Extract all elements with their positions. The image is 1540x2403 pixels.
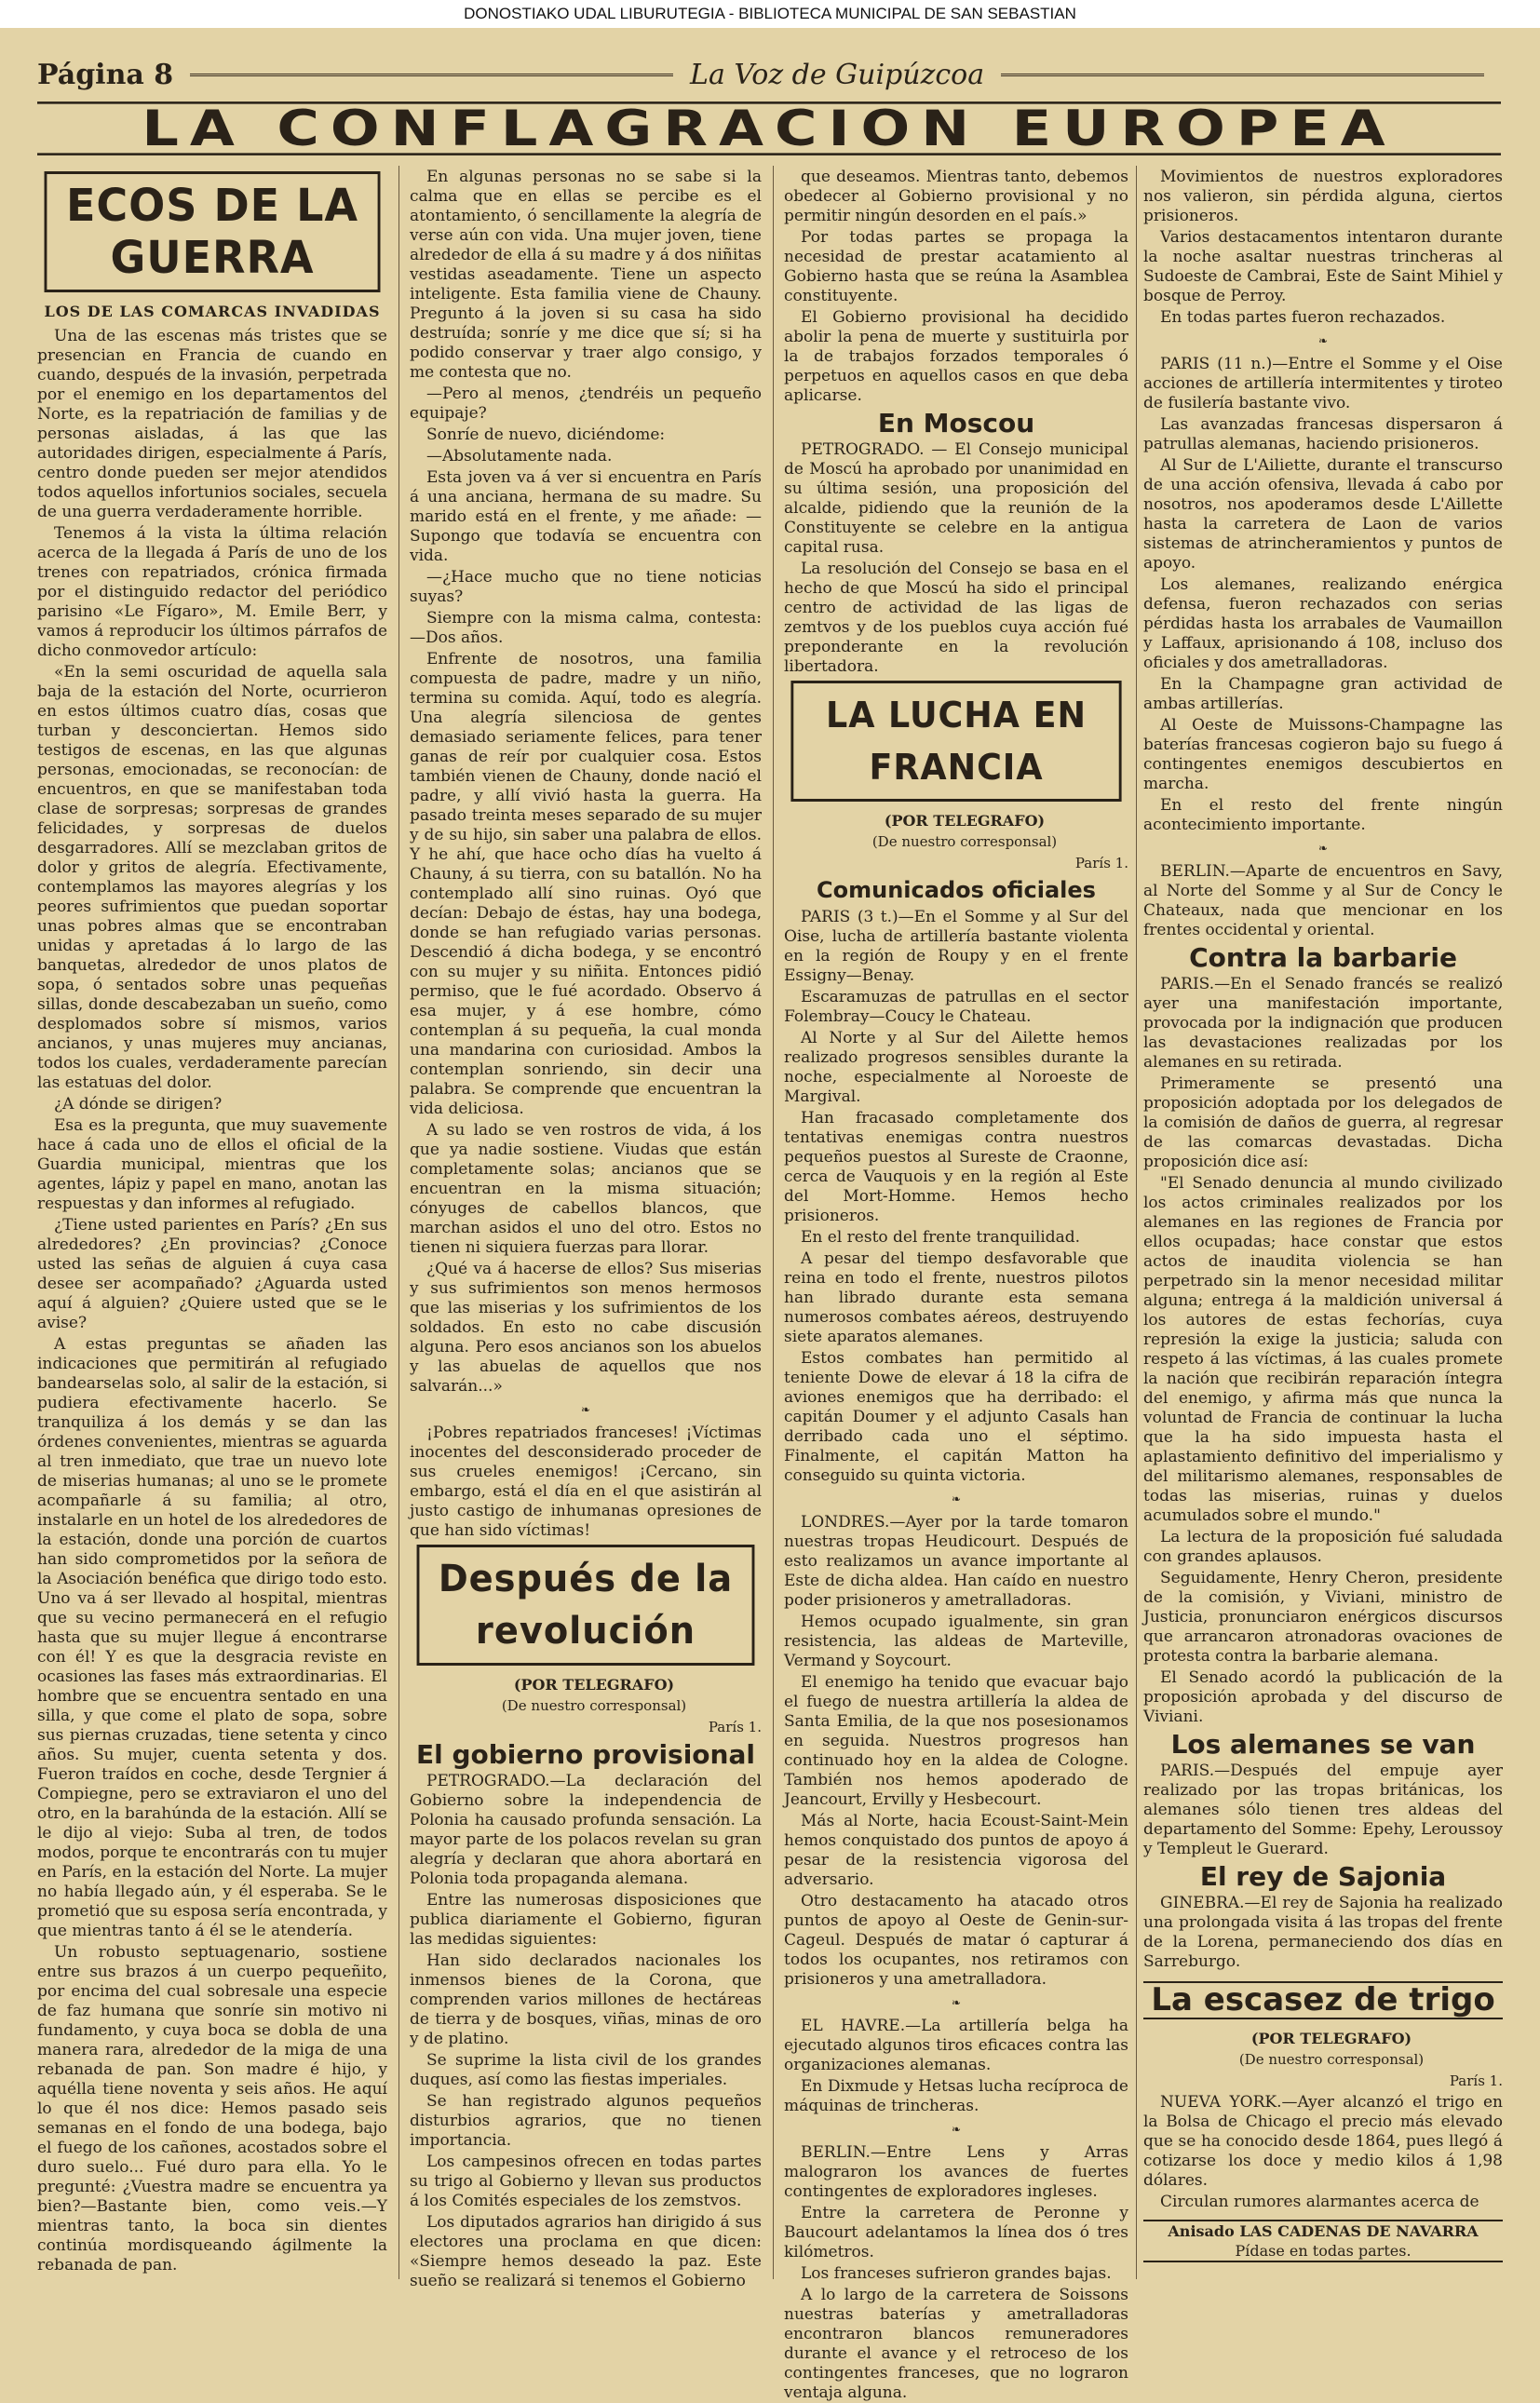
- article-paragraph: Hemos ocupado igualmente, sin gran resistencia, las aldeas de Marteville, Vermand y Soycourt.: [784, 1613, 1128, 1670]
- article-paragraph: Las avanzadas francesas dispersaron á patrullas alemanas, haciendo prisioneros.: [1143, 415, 1503, 453]
- article-paragraph: En el resto del frente tranquilidad.: [801, 1228, 1081, 1247]
- column-divider: [1136, 166, 1137, 2279]
- article-paragraph: —Absolutamente nada.: [426, 447, 613, 466]
- article-paragraph: Sonríe de nuevo, diciéndome:: [426, 425, 666, 444]
- article-paragraph: Se suprime la lista civil de los grandes duques, así como las fiestas imperiales.: [410, 2051, 762, 2089]
- article-paragraph: Los alemanes, realizando enérgica defensa, fueron rechazados con serias pérdidas hasta los arrabales de Vaumaillon y Laffaux, aprisionando á 108, incluso dos oficiales y dos ametralladoras.: [1143, 575, 1503, 672]
- article-paragraph: ¿Tiene usted parientes en París? ¿En sus alrededores? ¿En provincias? ¿Conoce usted las señas de alguien á cuya casa desee ser acompañado? ¿Aguarda usted aquí á alguien? ¿Quiere usted que se le avise?: [37, 1216, 387, 1332]
- article-paragraph: Al Norte y al Sur del Ailette hemos realizado progresos sensibles durante la noche, especialmente al Noroeste de Margival.: [784, 1029, 1128, 1106]
- sajonia-title: El rey de Sajonia: [1199, 1861, 1447, 1892]
- article-paragraph: Han fracasado completamente dos tentativas enemigas contra nuestros pequeños puestos al Sureste de Craonne, cerca de Vauquois y en la región al Este del Mort-Homme. Hemos hecho prisioneros.: [784, 1109, 1128, 1225]
- ecos-subtitle: LOS DE LAS COMARCAS INVADIDAS: [44, 303, 381, 320]
- telegraph-label: (POR TELEGRAFO): [1250, 2030, 1412, 2047]
- revolution-title: Después de la revolución: [417, 1545, 755, 1666]
- article-paragraph: El enemigo ha tenido que evacuar bajo el fuego de nuestra artillería la aldea de Santa Emilia, de la que nos posesionamos en seguida. Nuestros progresos han continuado hoy en la aldea de Cologne. También nos hemos apoderado de Jeancourt, Ervilly y Hesbecourt.: [784, 1673, 1128, 1809]
- section-banner: LA CONFLAGRACION EUROPEA: [37, 101, 1501, 155]
- article-paragraph: A su lado se ven rostros de vida, á los que ya nadie sostiene. Viudas que están completamente solas; ancianos que se encuentran en la misma situación; cónyuges de cabellos blancos, que marchan asidos el uno del otro. Estos no tienen ni siquiera fuerzas para llorar.: [410, 1121, 762, 1257]
- ornament-separator: ❧: [951, 2123, 962, 2136]
- article-paragraph: Seguidamente, Henry Cheron, presidente de la comisión, y Viviani, ministro de Justicia, pronunciaron enérgicos discursos que arrancaron atronadoras ovaciones de protesta contra la barbarie alemana.: [1143, 1569, 1503, 1666]
- archive-banner: DONOSTIAKO UDAL LIBURUTEGIA - BIBLIOTECA MUNICIPAL DE SAN SEBASTIAN: [0, 0, 1540, 28]
- header-rule: [190, 74, 673, 76]
- ornament-separator: ❧: [580, 1403, 591, 1416]
- article-paragraph: «En la semi oscuridad de aquella sala baja de la estación del Norte, ocurrieron en estos últimos cuatro días, cosas que turban y desconciertan. Hemos sido testigos de escenas, en las que algunas personas, emocionadas, se reconocían: de encuentros, en que se manifestaban toda clase de sorpresas; sorpresas de grandes felicidades, y sorpresas de duelos desgarradores. Allí se mezclaban gritos de dolor y gritos de alegría. Efectivamente, contemplamos las mayores alegrías y los peores sufrimientos que puedan soportar unas pobres almas que se encontraban unidas y apretadas á lo largo de las banquetas, alrededor de unos platos de sopa, ó sentados sobre unas pequeñas sillas, donde descabezaban un sueño, como desplomados sobre sí mismos, varios ancianos, y unas mujeres muy ancianas, todos los cuales, verdaderamente parecían las estatuas del dolor.: [37, 663, 387, 1092]
- article-paragraph: que deseamos. Mientras tanto, debemos obedecer al Gobierno provisional y no permitir ningún desorden en el país.»: [784, 168, 1128, 225]
- article-paragraph: Escaramuzas de patrullas en el sector Folembray—Coucy le Chateau.: [784, 988, 1128, 1026]
- ad-line: Anisado LAS CADENAS DE NAVARRA: [1168, 2222, 1479, 2240]
- ornament-separator: ❧: [1317, 334, 1329, 347]
- column-divider: [773, 166, 774, 2279]
- article-paragraph: Esa es la pregunta, que muy suavemente hace á cada uno de ellos el oficial de la Guardia municipal, mientras que los agentes, lápiz y papel en mano, anotan las respuestas y dan informes al refugiado.: [37, 1116, 387, 1213]
- article-paragraph: Han sido declarados nacionales los inmensos bienes de la Corona, que comprenden varios millones de hectáreas de tierra y de bosques, viñas, minas de oro y de platino.: [410, 1951, 762, 2048]
- article-paragraph: Esta joven va á ver si encuentra en París á una anciana, hermana de su madre. Su marido está en el frente, y me añade: —Supongo que todavía se encuentra con vida.: [410, 468, 762, 565]
- article-paragraph: BERLIN.—Entre Lens y Arras malograron los avances de fuertes contingentes de exploradores ingleses.: [784, 2143, 1128, 2201]
- column-4: [1143, 168, 1503, 2281]
- ecos-title: ECOS DE LA GUERRA: [45, 171, 381, 292]
- article-paragraph: Se han registrado algunos pequeños disturbios agrarios, que no tienen importancia.: [410, 2092, 762, 2150]
- dateline: París 1.: [1074, 855, 1128, 871]
- telegraph-label: (POR TELEGRAFO): [513, 1676, 675, 1694]
- article-paragraph: Al Oeste de Muissons-Champagne las baterías francesas cogieron bajo su fuego á contingentes enemigos descubiertos en marcha.: [1143, 716, 1503, 793]
- article-paragraph: Por todas partes se propaga la necesidad de prestar acatamiento al Gobierno hasta que se reúna la Asamblea constituyente.: [784, 228, 1128, 305]
- article-paragraph: PARIS (11 n.)—Entre el Somme y el Oise acciones de artillería intermitentes y tiroteo de fusilería bastante vivo.: [1143, 355, 1503, 412]
- page-number: Página 8: [37, 58, 174, 91]
- article-paragraph: —Pero al menos, ¿tendréis un pequeño equipaje?: [410, 385, 762, 423]
- article-paragraph: Movimientos de nuestros exploradores nos valieron, sin pérdida alguna, ciertos prisioneros.: [1143, 168, 1503, 225]
- dateline: París 1.: [708, 1719, 762, 1735]
- correspondent-label: (De nuestro corresponsal): [871, 833, 1058, 850]
- article-paragraph: Los diputados agrarios han dirigido á sus electores una proclama en que dicen: «Siempre hemos deseado la paz. Este sueño se realizará si tenemos el Gobierno: [410, 2213, 762, 2290]
- ad-line: Pídase en todas partes.: [1235, 2242, 1412, 2260]
- moscow-title: En Moscou: [877, 408, 1035, 439]
- article-paragraph: Otro destacamento ha atacado otros puntos de apoyo al Oeste de Genin-sur-Cageul. Después de matar ó capturar á todos los ocupantes, nos retiramos con prisioneros y una ametralladora.: [784, 1892, 1128, 1989]
- article-paragraph: ¿A dónde se dirigen?: [54, 1095, 223, 1114]
- article-paragraph: GINEBRA.—El rey de Sajonia ha realizado una prolongada visita á las tropas del frente de la Lorena, permaneciendo dos días en Sarreburgo.: [1143, 1894, 1503, 1971]
- column-3: [784, 168, 1128, 2402]
- trigo-title: La escasez de trigo: [1151, 1981, 1495, 2018]
- article-paragraph: En la Champagne gran actividad de ambas artillerías.: [1143, 675, 1503, 713]
- article-paragraph: A pesar del tiempo desfavorable que reina en todo el frente, nuestros pilotos han librado durante esta semana numerosos combates aéreos, destruyendo siete aparatos alemanes.: [784, 1249, 1128, 1346]
- article-paragraph: La lectura de la proposición fué saludada con grandes aplausos.: [1143, 1528, 1503, 1566]
- article-paragraph: El Gobierno provisional ha decidido abolir la pena de muerte y sustituirla por la de trabajos forzados temporales ó perpetuos en aquellos casos en que deba aplicarse.: [784, 308, 1128, 405]
- article-paragraph: Una de las escenas más tristes que se presencian en Francia de cuando en cuando, después de la invasión, perpetrada por el enemigo en los departamentos del Norte, es la repatriación de familias y de personas aisladas, á las que las autoridades dirigen, especialmente á París, centro donde pueden ser mejor atendidos todos aquellos infortunios sociales, secuela de una guerra verdaderamente horrible.: [37, 327, 387, 521]
- article-paragraph: En todas partes fueron rechazados.: [1160, 308, 1446, 327]
- article-paragraph: Un robusto septuagenario, sostiene entre sus brazos á un cuerpo pequeñito, por encima del cual sobresale una especie de faz humana que sonríe sin motivo ni fundamento, y cuya boca se dobla de una manera rara, alrededor de la miga de una rebanada de pan. Son madre é hijo, y aquélla tiene noventa y seis años. He aquí lo que él nos dice: Hemos pasado seis semanas en el fondo de una bodega, bajo el fuego de los cañones, acostados sobre el duro suelo... Fué duro para ella. Yo le pregunté: ¿Vuestra madre se encuentra ya bien?—Bastante bien, como veis.—Y mientras tanto, la boca sin dientes continúa mordisqueando ágilmente la rebanada de pan.: [37, 1943, 387, 2275]
- article-paragraph: Enfrente de nosotros, una familia compuesta de padre, madre y un niño, termina su comida. Aquí, todo es alegría. Una alegría silenciosa de gentes demasiado seriamente felices, para tener ganas de reír por cualquier cosa. Estos también vienen de Chauny, donde nació el padre, y allí vivió hasta la guerra. Ha pasado treinta meses separado de su mujer y de su hijo, sin saber una palabra de ellos. Y he ahí, que hace ocho días ha vuelto á Chauny, á su tierra, con su batallón. No ha contemplado allí sino ruinas. Oyó que decían: Debajo de éstas, hay una bodega, donde se han refugiado varias personas. Descendió á dicha bodega, y se encontró con su mujer y su niñita. Entonces pidió permiso, que le fué acordado. Observo á esa mujer, y á ese hombre, cómo contemplan á su pequeña, la cual monda una mandarina con curiosidad. Ambos la contemplan sonriendo, sin decir una palabra. Se comprende que encuentran la vida deliciosa.: [410, 650, 762, 1118]
- ornament-separator: ❧: [951, 1996, 962, 2009]
- article-paragraph: A estas preguntas se añaden las indicaciones que permitirán al refugiado bandearselas solo, al salir de la estación, si pudiera efectivamente hacerlo. Se tranquiliza á los demás y se dan las órdenes convenientes, mientras se aguarda al tren inmediato, que trae un nuevo lote de miserias humanas; al uno se le promete acompañarle á su familia; al otro, instalarle en un hotel de los alrededores de la estación, donde una porción de cuartos han sido comprometidos por la señora de la Asociación benéfica que dirigo todo esto. Uno va á ser llevado al hospital, mientras que su vecino permanecerá en el refugio hasta que su mujer llegue á encontrarse con él! Y es que la desgracia reviste en ocasiones las fases más extraordinarias. El hombre que se encuentra sentado en una silla, y que come el plato de sopa, sobre sus piernas cruzadas, tiene setenta y cinco años. Su mujer, cuenta setenta y dos. Fueron traídos en coche, desde Tergnier á Compiegne, pero se extraviaron el uno del otro, en la barahúnda de la estación. Allí se le dijo al viejo: Suba al tren, de todos modos, porque te encontrarás con tu mujer en París, en la estación del Norte. La mujer no había llegado aún, y él esperaba. Se le prometió que su esposa sería encontrada, y que mientras tanto á él se le atendería.: [37, 1335, 387, 1940]
- article-paragraph: En Dixmude y Hetsas lucha recíproca de máquinas de trincheras.: [784, 2077, 1128, 2115]
- article-paragraph: LONDRES.—Ayer por la tarde tomaron nuestras tropas Heudicourt. Después de esto realizamos un avance importante al Este de dicha aldea. Han caído en nuestro poder prisioneros y ametralladoras.: [784, 1513, 1128, 1610]
- article-paragraph: Circulan rumores alarmantes acerca de: [1160, 2193, 1479, 2211]
- article-paragraph: Entre la carretera de Peronne y Baucourt adelantamos la línea dos ó tres kilómetros.: [784, 2204, 1128, 2261]
- provisional-government-title: El gobierno provisional: [416, 1739, 755, 1770]
- article-paragraph: A lo largo de la carretera de Soissons nuestras baterías y ametralladoras encontraron blancos remuneradores durante el avance y el retroceso de los contingentes franceses, que no lograron ventaja alguna.: [784, 2286, 1128, 2402]
- article-paragraph: PETROGRADO. — El Consejo municipal de Moscú ha aprobado por unanimidad en su última sesión, una proposición del alcalde, pidiendo que la reunión de la Constituyente se celebre en la antigua capital rusa.: [784, 440, 1128, 557]
- article-paragraph: PARIS.—En el Senado francés se realizó ayer una manifestación importante, provocada por la indignación que producen las devastaciones realizadas por los alemanes en su retirada.: [1143, 975, 1503, 1072]
- article-paragraph: —¿Hace mucho que no tiene noticias suyas?: [410, 568, 762, 606]
- article-paragraph: "El Senado denuncia al mundo civilizado los actos criminales realizados por los alemanes en las regiones de Francia por ellos ocupadas; hace constar que estos actos de inaudita violencia se han perpetrado sin la menor necesidad militar alguna; entrega á la maldición universal á los autores de estas fechorías, cuya represión la exige la justicia; saluda con respeto á las víctimas, á las cuales promete la nación que recibirán reparación íntegra del enemigo, y afirma más que nunca la voluntad de Francia de continuar la lucha que la ha sido impuesta hasta el aplastamiento definitivo del imperialismo y del militarismo alemanes, responsables de todas las miserias, ruinas y duelos acumulados sobre el mundo.": [1143, 1174, 1503, 1525]
- advertisement: [1143, 2220, 1503, 2262]
- article-paragraph: La resolución del Consejo se basa en el hecho de que Moscú ha sido el principal centro de actividad de las ligas de zemtvos y de los pueblos cuya acción fué preponderante en la revolución libertadora.: [784, 560, 1128, 676]
- article-paragraph: Primeramente se presentó una proposición adoptada por los delegados de la comisión de daños de guerra, al regresar de las comarcas devastadas. Dicha proposición dice así:: [1143, 1074, 1503, 1171]
- article-paragraph: PARIS.—Después del empuje ayer realizado por las tropas británicas, los alemanes sólo tienen tres aldeas del departamento del Somme: Epehy, Leroussoy y Templeut le Guerard.: [1143, 1762, 1503, 1858]
- article-paragraph: Más al Norte, hacia Ecoust-Saint-Mein hemos conquistado dos puntos de apoyo á pesar de la resistencia vigorosa del adversario.: [784, 1812, 1128, 1889]
- correspondent-label: (De nuestro corresponsal): [501, 1697, 687, 1714]
- article-paragraph: Al Sur de L'Ailiette, durante el transcurso de una acción ofensiva, llevada á cabo por nosotros, nos apoderamos desde L'Aillette hasta la carretera de Laon de varios sistemas de atrincheramientos y puntos de apoyo.: [1143, 456, 1503, 573]
- lucha-title: LA LUCHA EN FRANCIA: [790, 681, 1121, 802]
- article-paragraph: PETROGRADO.—La declaración del Gobierno sobre la independencia de Polonia ha causado profunda sensación. La mayor parte de los polacos revelan su gran alegría y declaran que ahora abortará en Polonia toda propaganda alemana.: [410, 1772, 762, 1888]
- column-1: [37, 168, 387, 2281]
- article-paragraph: En el resto del frente ningún acontecimiento importante.: [1143, 796, 1503, 834]
- article-paragraph: En algunas personas no se sabe si la calma que en ellas se percibe es el atontamiento, ó sencillamente la alegría de verse aún con vida. Una mujer joven, tiene alrededor de ella á su madre y á dos niñitas vestidas aseadamente. Tiene un aspecto inteligente. Esta familia viene de Chauny. Pregunto á la joven si su casa ha sido destruída; sonríe y me dice que sí; si ha podido conservar y traer algo consigo, y me contesta que no.: [410, 168, 762, 382]
- column-2: [410, 168, 762, 2290]
- article-paragraph: Siempre con la misma calma, contesta: —Dos años.: [410, 609, 762, 647]
- article-paragraph: Entre las numerosas disposiciones que publica diariamente el Gobierno, figuran las medidas siguientes:: [410, 1891, 762, 1949]
- article-paragraph: ¿Qué va á hacerse de ellos? Sus miserias y sus sufrimientos son menos hermosos que las miserias y los sufrimientos de los soldados. En esto no cabe discusión alguna. Pero esos ancianos son los abuelos y las abuelas de aquellos que nos salvarán...»: [410, 1260, 762, 1396]
- ornament-separator: ❧: [951, 1492, 962, 1505]
- newspaper-name: La Voz de Guipúzcoa: [690, 58, 985, 91]
- article-paragraph: BERLIN.—Aparte de encuentros en Savy, al Norte del Somme y al Sur de Concy le Chateaux, nada que mencionar en los frentes occidental y oriental.: [1143, 862, 1503, 939]
- article-paragraph: Tenemos á la vista la última relación acerca de la llegada á París de uno de los trenes con repatriados, crónica firmada por el distinguido redactor del periódico parisino «Le Fígaro», M. Emile Berr, y vamos á reproducir los últimos párrafos de dicho conmovedor artículo:: [37, 524, 387, 660]
- article-paragraph: PARIS (3 t.)—En el Somme y al Sur del Oise, lucha de artillería bastante violenta en la región de Roupy y en el frente Essigny—Benay.: [784, 908, 1128, 985]
- trigo-box: [1143, 1981, 1503, 2019]
- alemanes-title: Los alemanes se van: [1170, 1729, 1476, 1760]
- article-paragraph: NUEVA YORK.—Ayer alcanzó el trigo en la Bolsa de Chicago el precio más elevado que se ha conocido desde 1864, pues llegó á cotizarse los doce y medio kilos á 1,98 dólares.: [1143, 2093, 1503, 2190]
- correspondent-label: (De nuestro corresponsal): [1238, 2051, 1425, 2068]
- article-paragraph: ¡Pobres repatriados franceses! ¡Víctimas inocentes del desconsiderado proceder de sus crueles enemigos! ¡Cercano, sin embargo, está el día en el que asistirán al justo castigo de inhumanas opresiones de que han sido víctimas!: [410, 1424, 762, 1540]
- ornament-separator: ❧: [1317, 842, 1329, 855]
- article-paragraph: El Senado acordó la publicación de la proposición aprobada y del discurso de Viviani.: [1143, 1668, 1503, 1726]
- dateline: París 1.: [1449, 2072, 1503, 2089]
- telegraph-label: (POR TELEGRAFO): [884, 812, 1046, 830]
- article-paragraph: Los campesinos ofrecen en todas partes su trigo al Gobierno y llevan sus productos á los Comités especiales de los zemstvos.: [410, 2153, 762, 2210]
- article-paragraph: EL HAVRE.—La artillería belga ha ejecutado algunos tiros eficaces contra las organizaciones alemanas.: [784, 2017, 1128, 2074]
- barbarie-title: Contra la barbarie: [1189, 942, 1457, 973]
- article-paragraph: Estos combates han permitido al teniente Dowe de elevar á 18 la cifra de aviones enemigos que ha derribado: el capitán Doumer y el adjunto Casals han derribado cada uno el séptimo. Finalmente, el capitán Matton ha conseguido su quinta victoria.: [784, 1349, 1128, 1485]
- header-rule-right: [1001, 74, 1484, 76]
- article-paragraph: Varios destacamentos intentaron durante la noche asaltar nuestras trincheras al Sudoeste de Cambrai, Este de Saint Mihiel y bosque de Perroy.: [1143, 228, 1503, 305]
- article-paragraph: Los franceses sufrieron grandes bajas.: [801, 2264, 1112, 2283]
- page-header: [37, 58, 1501, 91]
- comunicados-title: Comunicados oficiales: [817, 877, 1096, 903]
